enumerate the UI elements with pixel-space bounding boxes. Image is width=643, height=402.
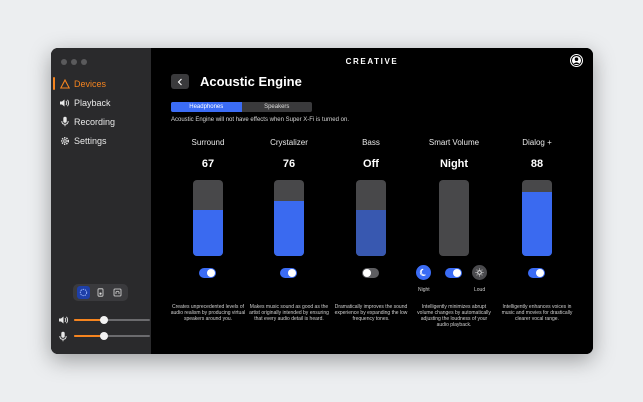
crystalizer-slider[interactable] (274, 180, 304, 256)
control-title: Crystalizer (270, 138, 308, 147)
speaker-icon (59, 97, 70, 108)
loud-mode-button[interactable] (472, 265, 487, 280)
sidebar-item-recording[interactable] (51, 112, 151, 131)
account-button[interactable] (570, 54, 583, 67)
sxfi-icon (79, 288, 88, 297)
toggle-knob (363, 269, 371, 277)
sidebar-item-label: Recording (74, 116, 116, 127)
volume-slider-knob[interactable] (100, 316, 108, 324)
mic-slider-row (58, 330, 146, 342)
main-panel (151, 48, 593, 354)
control-description: Intelligently enhances voices in music and movies for drastically clearer vocal range. (501, 304, 573, 322)
user-icon (571, 55, 582, 66)
sidebar-item-devices[interactable] (51, 74, 151, 93)
night-label: Night (418, 287, 430, 293)
night-mode-button[interactable] (416, 265, 431, 280)
control-value: 67 (201, 158, 215, 170)
output-device-tabs (171, 102, 312, 112)
sidebar (51, 48, 151, 354)
control-value: Off (363, 158, 379, 170)
control-description: Makes music sound as good as the artist originally intended by ensuring that every audio detail is heard. (249, 304, 329, 322)
control-value: Night (439, 158, 469, 170)
headphone-speaker-icon (113, 288, 122, 297)
bass-slider-fill (356, 210, 386, 256)
mode-switcher (73, 284, 128, 301)
toggle-knob (207, 269, 215, 277)
control-description: Dramatically improves the sound experience by expanding the low frequency tones. (334, 304, 408, 322)
chevron-left-icon (177, 78, 183, 86)
loud-label: Loud (474, 287, 486, 293)
control-title: Smart Volume (428, 138, 480, 147)
speaker-icon (58, 315, 69, 325)
minimize-window-dot[interactable] (71, 59, 77, 65)
gear-icon (59, 135, 70, 146)
bass-toggle[interactable] (362, 268, 379, 278)
surround-toggle[interactable] (199, 268, 216, 278)
volume-slider-row (58, 314, 146, 326)
control-title: Surround (191, 138, 225, 147)
crystalizer-toggle[interactable] (280, 268, 297, 278)
toggle-knob (536, 269, 544, 277)
back-button[interactable] (171, 74, 189, 89)
headphone-speaker-mode-button[interactable] (111, 286, 124, 299)
sidebar-item-label: Devices (74, 78, 107, 89)
page-title: Acoustic Engine (200, 74, 302, 89)
microphone-icon (59, 116, 70, 127)
smart-volume-toggle[interactable] (445, 268, 462, 278)
microphone-icon (58, 331, 68, 342)
toggle-knob (288, 269, 296, 277)
mic-slider-knob[interactable] (100, 332, 108, 340)
moon-icon (419, 268, 428, 277)
surround-slider[interactable] (193, 180, 223, 256)
maximize-window-dot[interactable] (81, 59, 87, 65)
crystalizer-slider-fill (274, 201, 304, 256)
sidebar-item-settings[interactable] (51, 131, 151, 150)
window-controls (61, 59, 87, 65)
speaker-mode-icon (96, 288, 105, 297)
tab-headphones[interactable]: Headphones (171, 102, 242, 112)
bass-slider[interactable] (356, 180, 386, 256)
smart-volume-slider[interactable] (439, 180, 469, 256)
speaker-mode-button[interactable] (94, 286, 107, 299)
control-title: Bass (362, 138, 380, 147)
control-value: 88 (530, 158, 544, 170)
sxfi-mode-button[interactable] (77, 286, 90, 299)
surround-slider-fill (193, 210, 223, 256)
toggle-knob (453, 269, 461, 277)
volume-slider[interactable] (74, 319, 150, 321)
sun-icon (475, 268, 484, 277)
mic-slider[interactable] (74, 335, 150, 337)
sidebar-nav (51, 74, 151, 150)
control-description: Intelligently minimizes abrupt volume changes by automatically adjusting the loudness of your audio playback. (417, 304, 491, 328)
dialog-plus-toggle[interactable] (528, 268, 545, 278)
app-window (51, 48, 593, 354)
tab-speakers[interactable]: Speakers (264, 104, 290, 110)
control-title: Dialog + (522, 138, 552, 147)
control-description: Creates unprecedented levels of audio realism by producing virtual speakers around you. (170, 304, 246, 322)
sidebar-item-playback[interactable] (51, 93, 151, 112)
brand-logo: CREATIVE (345, 57, 399, 66)
dialog-plus-slider[interactable] (522, 180, 552, 256)
dialog-plus-slider-fill (522, 192, 552, 256)
warning-triangle-icon (59, 78, 70, 89)
close-window-dot[interactable] (61, 59, 67, 65)
sidebar-item-label: Settings (74, 135, 107, 146)
sidebar-item-label: Playback (74, 97, 111, 108)
notice-text: Acoustic Engine will not have effects when Super X-Fi is turned on. (171, 117, 349, 123)
control-value: 76 (282, 158, 296, 170)
